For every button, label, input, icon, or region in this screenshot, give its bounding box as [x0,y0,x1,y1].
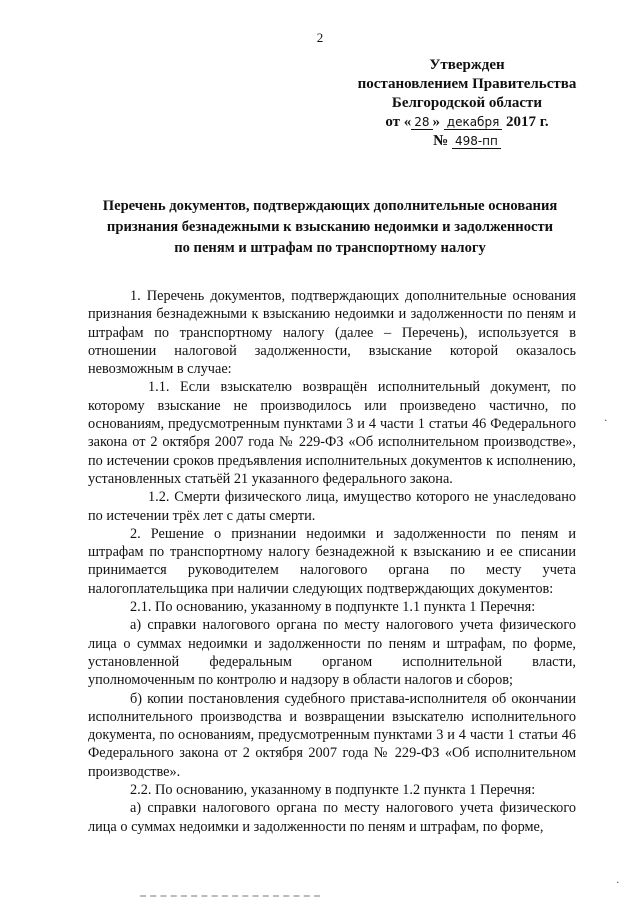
title-line-3: по пеням и штрафам по транспортному налогу [174,240,486,256]
scan-edge-artifact [140,895,320,901]
approval-number [352,132,582,151]
paragraph-2-2-a: а) справки налогового органа по месту налогового учета физического лица о суммах недоимки и задолженности по пеням и штрафам, по форме, [88,800,576,835]
title-line-2: признания безнадежными к взысканию недоимки и задолженности [106,219,554,235]
paragraph-1-1: 1.1. Если взыскателю возвращён исполнительный документ, по которому взыскание не производилось или произведено частично, по основаниям, предусмотренным пунктами 3 и 4 части 1 статьи 46 Федерального закона от 2 октября 2007 года № 229-ФЗ «Об исполнительном производстве», по истечении сроков предъявления исполнительных документов к исполнению, установленных статьёй 21 указанного федерального закона. [88,379,576,487]
paragraph-1: 1. Перечень документов, подтверждающих дополнительные основания признания безнадежными к взысканию недоимки и задолженности по пеням и штрафам по транспортному налогу (далее – Перечень), используется в отношении налоговой задолженности, взыскание которой оказалось невозможным в случае: [88,288,576,378]
date-month: декабря [444,115,503,130]
number-prefix: № [433,133,449,149]
paragraph-2-2: 2.2. По основанию, указанному в подпункте 1.2 пункта 1 Перечня: [130,782,536,799]
title-line-1: Перечень документов, подтверждающих дополнительные основания [102,198,558,214]
paragraph-2-1-a: а) справки налогового органа по месту налогового учета физического лица о суммах недоимки и задолженности по пеням и штрафам, по форме, установленной федеральным органом исполнительной власти, уполномоченным по контролю и надзору в области налогов и сборов; [88,617,576,689]
date-mid: » [432,114,441,130]
paragraph-2-1: 2.1. По основанию, указанному в подпункте 1.1 пункта 1 Перечня: [130,599,536,616]
approval-line-1: Утвержден [429,57,505,73]
paragraph-2-1-b: б) копии постановления судебного пристава-исполнителя об окончании исполнительного производства и возвращении взыскателю исполнительного документа, по основаниям, предусмотренным пунктами 3 и 4 части 1 статьи 46 Федерального закона от 2 октября 2007 года № 229-ФЗ «Об исполнительном производстве». [88,690,576,780]
number-value: 498-пп [452,134,501,149]
approval-block [352,56,582,151]
date-day: 28 [411,115,432,130]
page-number: 2 [316,30,324,45]
document-title [70,196,590,259]
date-year: 2017 г. [506,114,549,130]
paragraph-2: 2. Решение о признании недоимки и задолженности по пеням и штрафам по транспортному налогу безнадежной к взысканию и ее списании принимается руководителем налогового органа по месту учета налогоплательщика при наличии следующих подтверждающих документов: [88,525,576,597]
date-prefix: от « [385,114,412,130]
approval-date [352,113,582,132]
approval-line-2: постановлением Правительства [357,76,577,92]
paragraph-1-2: 1.2. Смерти физического лица, имущество которого не унаследовано по истечении трёх лет с даты смерти. [88,489,576,524]
scan-speck: · [616,876,620,889]
approval-line-3: Белгородской области [391,95,543,111]
scan-speck: · [604,414,608,427]
document-body [88,287,576,836]
